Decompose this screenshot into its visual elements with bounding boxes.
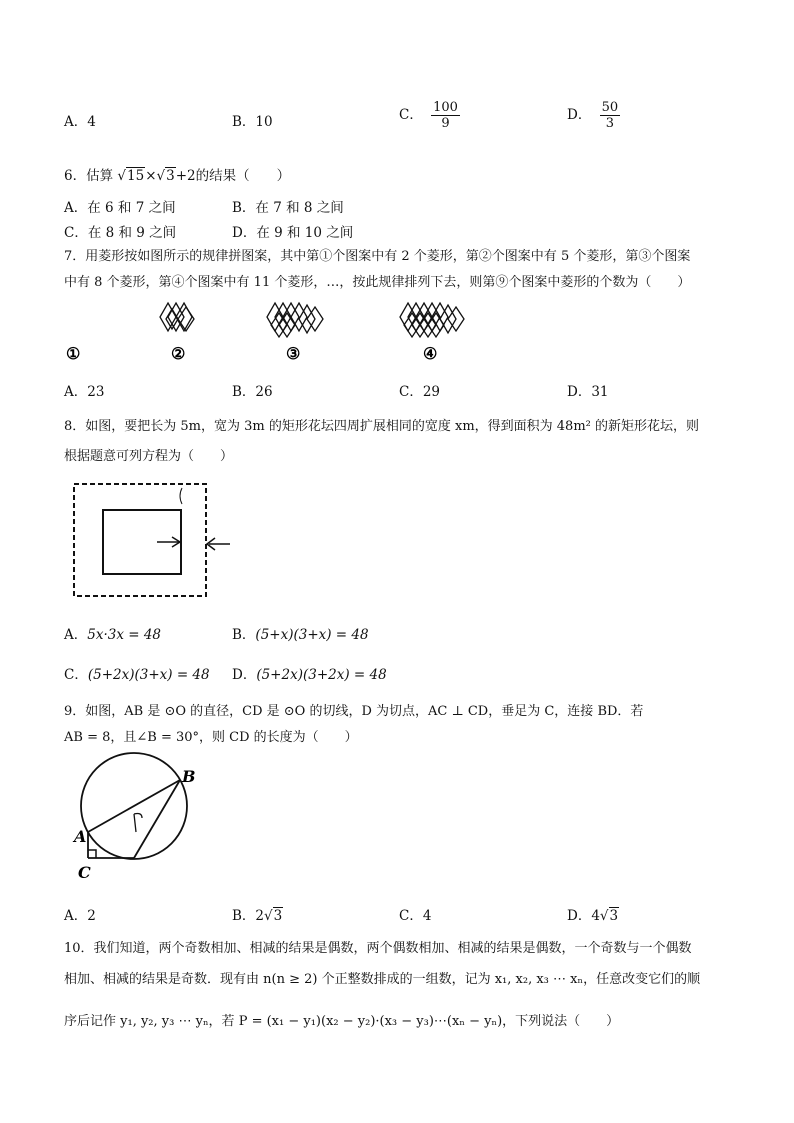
q9-circle-figure — [64, 752, 214, 882]
q8-option-d: D．(5+2x)(3+2x) = 48 — [232, 667, 387, 683]
q7-stem-line2: 中有 8 个菱形，第④个图案中有 11 个菱形，…，按此规律排列下去，则第⑨个图案中菱形的个数为（ ） — [64, 275, 691, 290]
q7-option-c: C．29 — [399, 384, 441, 400]
right-angle-mark — [88, 850, 96, 858]
figure-label-2: ② — [171, 344, 186, 363]
q6-stem: 6．估算 √15×√3+2的结果（ ） — [64, 168, 291, 184]
q6-option-a: A．在 6 和 7 之间 — [64, 200, 176, 216]
q5-option-a: A．4 — [64, 114, 96, 130]
q9-option-d: D．4√3 — [567, 908, 619, 924]
q7-rhombus-figures — [60, 295, 490, 370]
q7-stem-line1: 7．用菱形按如图所示的规律拼图案，其中第①个图案中有 2 个菱形，第②个图案中有 5 个菱形，第③个图案 — [64, 249, 691, 264]
figure-label-3: ③ — [286, 344, 301, 363]
q8-stem-line2: 根据题意可列方程为（ ） — [64, 449, 234, 464]
rhombus-pattern-3 — [267, 303, 323, 337]
q5-option-d: D． $\frac{50}{3}$ — [567, 100, 619, 131]
q5-option-c: C． $\frac{100}{9}$ — [399, 100, 458, 131]
q6-option-c: C．在 8 和 9 之间 — [64, 225, 177, 241]
sqrt-15: √15 — [117, 168, 145, 184]
q6-option-d: D．在 9 和 10 之间 — [232, 225, 354, 241]
diameter-ab — [88, 780, 180, 832]
q8-option-a: A．5x·3x = 48 — [64, 627, 162, 643]
figure-label-1: ① — [66, 344, 81, 363]
q6-option-b: B．在 7 和 8 之间 — [232, 200, 344, 216]
q9-option-c: C．4 — [399, 908, 432, 924]
fraction: $\frac{50}{3}$ — [601, 100, 619, 131]
label-b: B — [182, 767, 196, 786]
q9-stem-line2: AB = 8，且∠B = 30°，则 CD 的长度为（ ） — [64, 730, 358, 745]
label-c: C — [78, 863, 91, 882]
q5-option-b: B．10 — [232, 114, 273, 130]
q8-option-c: C．(5+2x)(3+x) = 48 — [64, 667, 210, 683]
fraction: $\frac{100}{9}$ — [433, 100, 458, 131]
q9-option-a: A．2 — [64, 908, 96, 924]
figure-label-4: ④ — [423, 344, 438, 363]
sqrt-3: √3 — [156, 168, 175, 184]
label-a: A — [74, 827, 87, 846]
q10-stem-line3: 序后记作 y₁, y₂, y₃ ⋯ yₙ，若 P = (x₁ − y₁)(x₂ − y₂)·(x₃ − y₃)⋯(xₙ − yₙ)，下列说法（ ） — [64, 1014, 620, 1029]
outer-dashed-rectangle — [74, 484, 206, 596]
q10-stem-line2: 相加、相减的结果是奇数．现有由 n(n ≥ 2) 个正整数排成的一组数，记为 x₁, x₂, x₃ ⋯ xₙ，任意改变它们的顺 — [64, 972, 701, 987]
q9-stem-line1: 9．如图，AB 是 ⊙O 的直径，CD 是 ⊙O 的切线，D 为切点，AC ⊥ CD，垂足为 C，连接 BD．若 — [64, 704, 644, 719]
q8-stem-line1: 8．如图，要把长为 5m，宽为 3m 的矩形花坛四周扩展相同的宽度 xm，得到面积为 48m² 的新矩形花坛，则 — [64, 419, 700, 434]
q10-stem-line1: 10．我们知道，两个奇数相加、相减的结果是偶数，两个偶数相加、相减的结果是偶数，一个奇数与一个偶数 — [64, 941, 692, 956]
q7-option-a: A．23 — [64, 384, 105, 400]
q9-option-b: B．2√3 — [232, 908, 283, 924]
q7-option-d: D．31 — [567, 384, 609, 400]
rhombus-pattern-4 — [400, 303, 464, 337]
segment-bd — [134, 780, 180, 858]
q7-option-b: B．26 — [232, 384, 273, 400]
q8-garden-figure — [64, 478, 244, 604]
q8-option-b: B．(5+x)(3+x) = 48 — [232, 627, 369, 643]
rhombus-pattern-2 — [160, 303, 194, 331]
